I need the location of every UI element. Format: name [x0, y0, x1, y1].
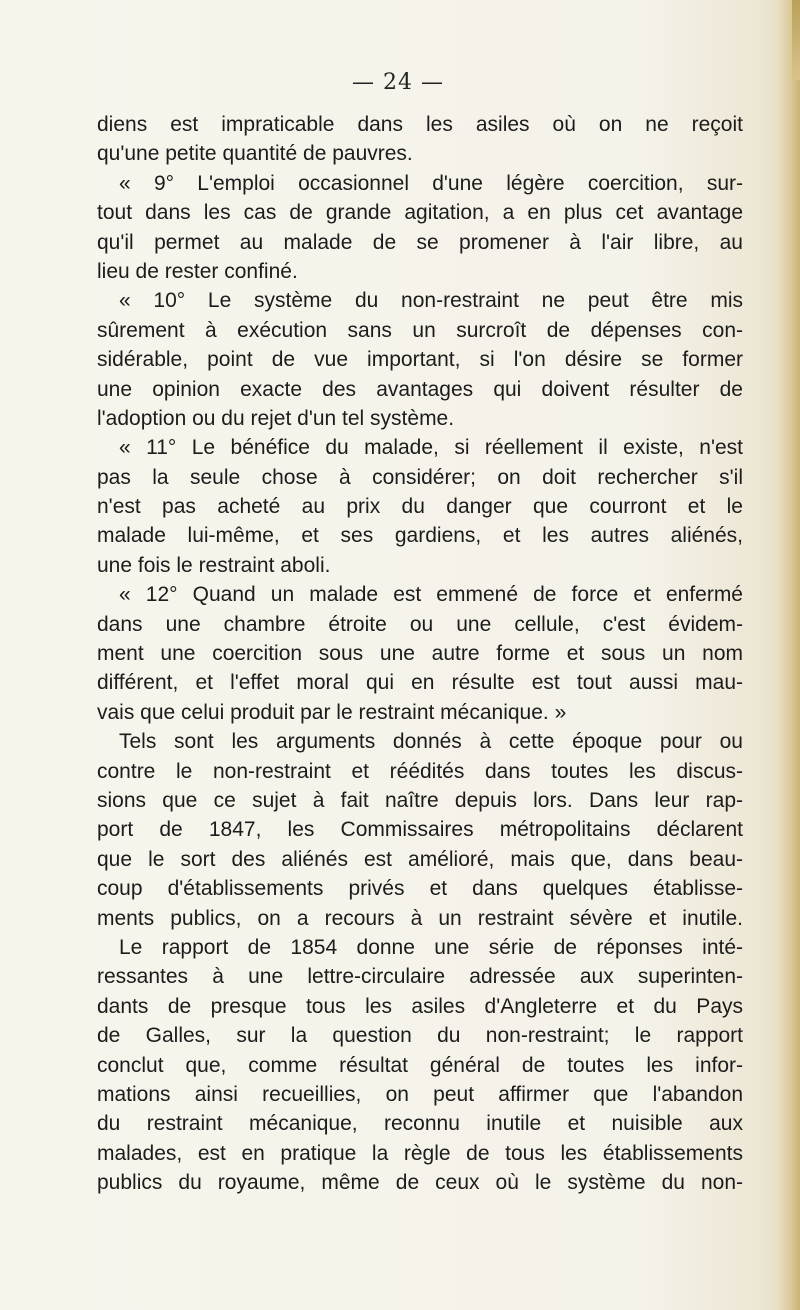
text-line: publics du royaume, même de ceux où le système du non-: [97, 1171, 743, 1195]
text-line: contre le non-restraint et réédités dans toutes les discus-: [97, 759, 743, 783]
text-line: différent, et l'effet moral qui en résulte est tout aussi mau-: [97, 671, 743, 695]
text-line: « 11° Le bénéfice du malade, si réellement il existe, n'est: [119, 436, 743, 460]
text-line: qu'il permet au malade de se promener à l'air libre, au: [97, 230, 743, 254]
text-line: dants de presque tous les asiles d'Angleterre et du Pays: [97, 994, 743, 1018]
text-line: une opinion exacte des avantages qui doivent résulter de: [97, 377, 743, 401]
text-line: de Galles, sur la question du non-restraint; le rapport: [97, 1024, 743, 1048]
text-line: malade lui-même, et ses gardiens, et les autres aliénés,: [97, 524, 743, 548]
text-line: l'adoption ou du rejet d'un tel système.: [97, 406, 455, 430]
text-line: mations ainsi recueillies, on peut affirmer que l'abandon: [97, 1082, 743, 1106]
text-line: vais que celui produit par le restraint mécanique. »: [97, 700, 567, 724]
text-line: sûrement à exécution sans un surcroît de dépenses con-: [97, 318, 743, 342]
text-line: ment une coercition sous une autre forme et sous un nom: [97, 642, 743, 666]
text-line: « 12° Quand un malade est emmené de force et enfermé: [119, 583, 743, 607]
text-line: du restraint mécanique, reconnu inutile et nuisible aux: [97, 1112, 743, 1136]
text-line: que le sort des aliénés est amélioré, mais que, dans beau-: [97, 847, 743, 871]
text-line: une fois le restraint aboli.: [97, 553, 331, 577]
text-line: « 9° L'emploi occasionnel d'une légère coercition, sur-: [119, 171, 743, 195]
text-line: dans une chambre étroite ou une cellule, c'est évidem-: [97, 612, 743, 636]
text-line: pas la seule chose à considérer; on doit rechercher s'il: [97, 465, 743, 489]
text-line: diens est impraticable dans les asiles où on ne reçoit: [97, 113, 743, 136]
text-line: tout dans les cas de grande agitation, a en plus cet avantage: [97, 201, 743, 225]
page-edge-mark: [792, 0, 800, 80]
text-line: coup d'établissements privés et dans quelques établisse-: [97, 877, 743, 901]
text-line: port de 1847, les Commissaires métropolitains déclarent: [97, 818, 743, 842]
text-line: « 10° Le système du non-restraint ne peut être mis: [119, 289, 743, 313]
text-line: malades, est en pratique la règle de tous les établissements: [97, 1141, 743, 1165]
text-line: Le rapport de 1854 donne une série de réponses inté-: [119, 935, 743, 959]
page-number: — 24 —: [352, 70, 444, 95]
text-line: conclut que, comme résultat général de toutes les infor-: [97, 1053, 743, 1077]
text-line: ments publics, on a recours à un restraint sévère et inutile.: [97, 906, 743, 930]
text-line: ressantes à une lettre-circulaire adressée aux superinten-: [97, 965, 743, 989]
text-line: n'est pas acheté au prix du danger que courront et le: [97, 495, 743, 519]
text-line: Tels sont les arguments donnés à cette époque pour ou: [119, 730, 743, 754]
text-line: sions que ce sujet à fait naître depuis lors. Dans leur rap-: [97, 788, 743, 812]
text-line: lieu de rester confiné.: [97, 259, 298, 283]
text-line: qu'une petite quantité de pauvres.: [97, 142, 413, 166]
page-edge: [778, 0, 800, 1310]
body-text: [97, 110, 743, 1197]
text-line: sidérable, point de vue important, si l'on désire se former: [97, 348, 743, 372]
